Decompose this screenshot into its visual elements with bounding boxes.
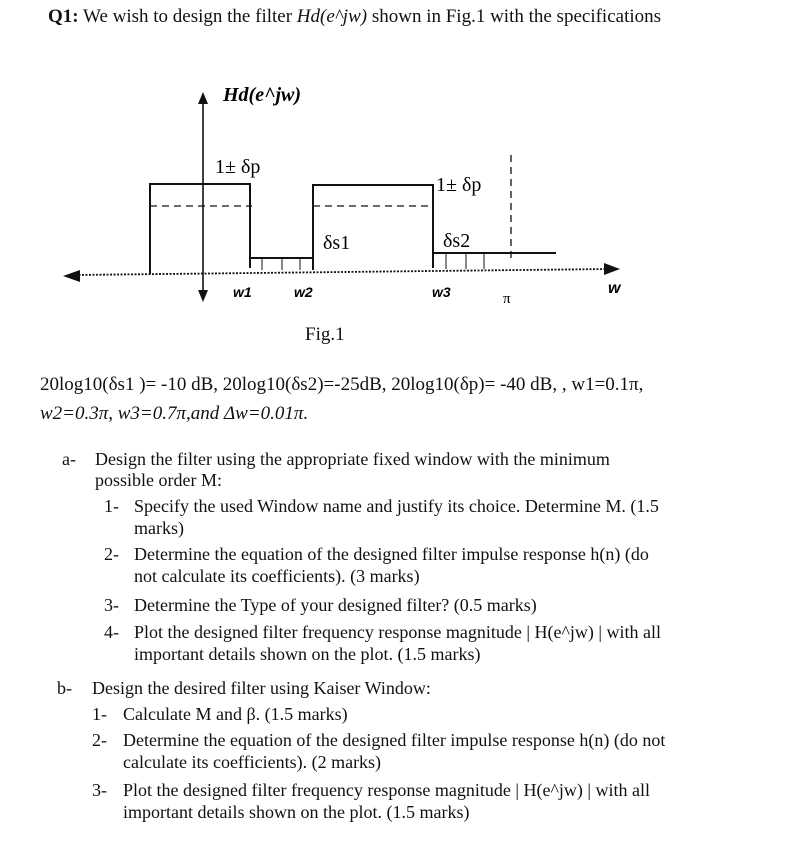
stopband-label-2: δs2: [443, 230, 471, 252]
y-axis-arrow-up: [198, 92, 208, 104]
filter-spec-figure: [0, 0, 794, 340]
figure-caption: Fig.1: [305, 324, 345, 345]
spec-line-2: w2=0.3π, w3=0.7π,and Δw=0.01π.: [40, 403, 309, 424]
question-text-suffix: shown in Fig.1 with the specifications: [371, 6, 662, 27]
filter-symbol: Hd(e^jw): [296, 6, 368, 27]
a-item-3-marker: 3-: [104, 595, 119, 615]
b-item-2-marker: 2-: [92, 730, 107, 750]
part-a-text-1: Design the filter using the appropriate fixed window with the minimum: [95, 449, 610, 469]
stopband-ticks: [262, 253, 484, 270]
part-b-marker: b-: [57, 678, 72, 698]
y-axis-label: Hd(e^jw): [223, 84, 302, 106]
part-b-text-1: Design the desired filter using Kaiser Window:: [92, 678, 431, 698]
tick-label-w2: w2: [294, 284, 313, 300]
a-item-2-marker: 2-: [104, 544, 119, 564]
a-item-4-marker: 4-: [104, 622, 119, 642]
tick-label-w1: w1: [233, 284, 252, 300]
b-item-1-marker: 1-: [92, 704, 107, 724]
part-a-text-2: possible order M:: [95, 470, 222, 490]
x-axis-arrow-right: [604, 263, 620, 275]
question-number: Q1:: [48, 6, 79, 27]
a-item-1-line-2: marks): [134, 518, 184, 538]
b-item-2-line-2: calculate its coefficients). (2 marks): [123, 752, 382, 772]
question-text-prefix: We wish to design the filter: [83, 6, 293, 27]
a-item-4-line-1: Plot the designed filter frequency response magnitude | H(e^jw) | with all: [134, 622, 662, 642]
a-item-1-marker: 1-: [104, 496, 119, 516]
b-item-3-line-2: important details shown on the plot. (1.5 marks): [123, 802, 470, 822]
passband-2: [313, 185, 433, 270]
b-item-3-line-1: Plot the designed filter frequency response magnitude | H(e^jw) | with all: [123, 780, 651, 800]
passband-label-1: 1± δp: [215, 156, 261, 178]
spec-line-1: 20log10(δs1 )= -10 dB, 20log10(δs2)=-25dB, 20log10(δp)= -40 dB, , w1=0.1π,: [40, 374, 644, 395]
passband-1: [150, 184, 250, 274]
a-item-2-line-2: not calculate its coefficients). (3 marks): [134, 566, 420, 586]
part-a-marker: a-: [62, 449, 76, 469]
a-item-1-line-1: Specify the used Window name and justify its choice. Determine M. (1.5: [134, 496, 659, 516]
x-axis: [75, 269, 610, 275]
y-axis-arrow-down: [198, 290, 208, 302]
passband-label-2: 1± δp: [436, 174, 482, 196]
b-item-2-line-1: Determine the equation of the designed filter impulse response h(n) (do not: [123, 730, 666, 750]
b-item-3-marker: 3-: [92, 780, 107, 800]
a-item-2-line-1: Determine the equation of the designed filter impulse response h(n) (do: [134, 544, 649, 564]
tick-label-pi: π: [503, 291, 511, 307]
a-item-3-line-1: Determine the Type of your designed filter? (0.5 marks): [134, 595, 537, 615]
x-axis-label: w: [608, 280, 621, 297]
tick-label-w3: w3: [432, 284, 451, 300]
stopband-label-1: δs1: [323, 232, 351, 254]
x-axis-arrow-left: [63, 270, 80, 282]
a-item-4-line-2: important details shown on the plot. (1.5 marks): [134, 644, 481, 664]
b-item-1-line-1: Calculate M and β. (1.5 marks): [123, 704, 348, 724]
